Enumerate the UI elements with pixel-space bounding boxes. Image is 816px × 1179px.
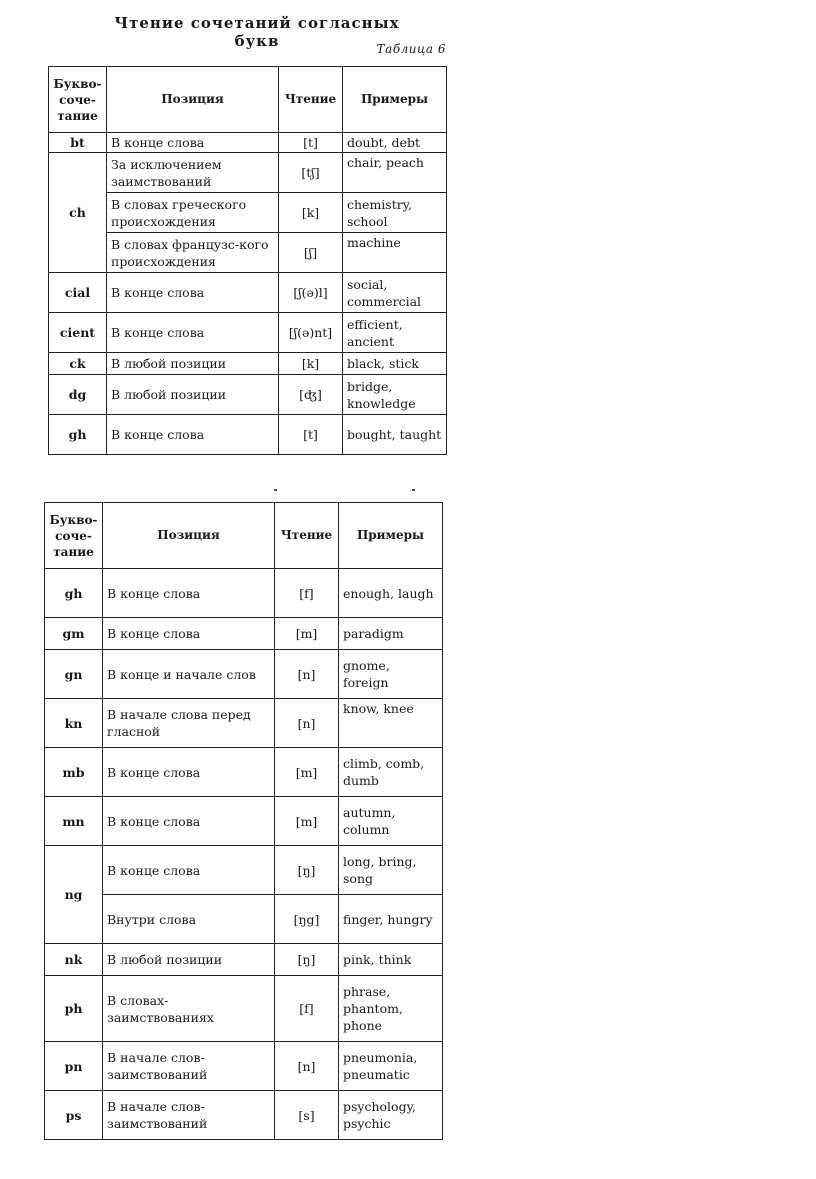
cell-examples: pink, think [339, 944, 443, 976]
cell-position: В конце слова [103, 846, 275, 895]
cell-reading: [ʃ] [279, 233, 343, 273]
cell-combo: gh [45, 569, 103, 618]
cell-examples: climb, comb, dumb [339, 748, 443, 797]
table-row [49, 273, 447, 313]
table-row [45, 569, 443, 618]
cell-position: В начале слов-заимствований [103, 1091, 275, 1140]
cell-position: В конце слова [107, 415, 279, 455]
cell-position: В конце слова [107, 133, 279, 153]
header-examples: Примеры [339, 503, 443, 569]
table-header-row [49, 67, 447, 133]
consonant-combinations-table-2 [44, 502, 443, 1140]
cell-reading: [n] [275, 650, 339, 699]
cell-examples: machine [343, 233, 447, 273]
table-row [45, 846, 443, 895]
scan-speck [274, 489, 277, 491]
cell-combo: mb [45, 748, 103, 797]
cell-reading: [t] [279, 133, 343, 153]
table-row [49, 313, 447, 353]
cell-examples: know, knee [339, 699, 443, 748]
table-row [49, 353, 447, 375]
cell-position: За исключением заимствований [107, 153, 279, 193]
cell-examples: psychology, psychic [339, 1091, 443, 1140]
cell-reading: [n] [275, 1042, 339, 1091]
table-row [45, 650, 443, 699]
cell-reading: [t] [279, 415, 343, 455]
cell-position: Внутри слова [103, 895, 275, 944]
cell-examples: social, commercial [343, 273, 447, 313]
cell-reading: [f] [275, 569, 339, 618]
consonant-combinations-table-1 [48, 66, 447, 455]
cell-reading: [k] [279, 193, 343, 233]
cell-position: В конце слова [107, 273, 279, 313]
cell-combo: kn [45, 699, 103, 748]
cell-examples: bridge, knowledge [343, 375, 447, 415]
cell-examples: enough, laugh [339, 569, 443, 618]
table-row [45, 895, 443, 944]
cell-combo: pn [45, 1042, 103, 1091]
cell-combo: ch [49, 153, 107, 273]
cell-position: В любой позиции [103, 944, 275, 976]
cell-combo: gh [49, 415, 107, 455]
cell-position: В конце слова [103, 748, 275, 797]
table-row [45, 944, 443, 976]
cell-reading: [f] [275, 976, 339, 1042]
cell-combo: ph [45, 976, 103, 1042]
cell-reading: [ŋg] [275, 895, 339, 944]
cell-examples: doubt, debt [343, 133, 447, 153]
cell-examples: bought, taught [343, 415, 447, 455]
cell-examples: phrase, phantom, phone [339, 976, 443, 1042]
table-row [45, 618, 443, 650]
table-row [45, 797, 443, 846]
cell-reading: [s] [275, 1091, 339, 1140]
cell-position: В словах-заимствованиях [103, 976, 275, 1042]
cell-position: В словах греческого происхождения [107, 193, 279, 233]
table-row [45, 1042, 443, 1091]
cell-reading: [m] [275, 797, 339, 846]
table-row [49, 133, 447, 153]
cell-reading: [ʃ(ə)l] [279, 273, 343, 313]
cell-reading: [ŋ] [275, 846, 339, 895]
cell-combo: nk [45, 944, 103, 976]
cell-examples: pneumonia, pneumatic [339, 1042, 443, 1091]
cell-reading: [ʤ] [279, 375, 343, 415]
cell-position: В начале слов-заимствований [103, 1042, 275, 1091]
cell-position: В конце слова [103, 797, 275, 846]
cell-examples: paradigm [339, 618, 443, 650]
header-reading: Чтение [275, 503, 339, 569]
cell-position: В словах французс-кого происхождения [107, 233, 279, 273]
cell-combo: ng [45, 846, 103, 944]
cell-examples: finger, hungry [339, 895, 443, 944]
cell-reading: [tʃ] [279, 153, 343, 193]
table-header-row [45, 503, 443, 569]
cell-reading: [ŋ] [275, 944, 339, 976]
cell-examples: chair, peach [343, 153, 447, 193]
table-row [49, 193, 447, 233]
cell-examples: gnome, foreign [339, 650, 443, 699]
cell-position: В любой позиции [107, 375, 279, 415]
cell-combo: ps [45, 1091, 103, 1140]
table-row [45, 976, 443, 1042]
cell-combo: mn [45, 797, 103, 846]
header-position: Позиция [107, 67, 279, 133]
cell-examples: efficient, ancient [343, 313, 447, 353]
table-row [49, 375, 447, 415]
cell-position: В конце и начале слов [103, 650, 275, 699]
table-row [49, 153, 447, 193]
cell-position: В начале слова перед гласной [103, 699, 275, 748]
cell-reading: [n] [275, 699, 339, 748]
header-reading: Чтение [279, 67, 343, 133]
cell-combo: gn [45, 650, 103, 699]
cell-combo: dg [49, 375, 107, 415]
cell-combo: gm [45, 618, 103, 650]
table-row [49, 233, 447, 273]
table-row [49, 415, 447, 455]
scan-speck [412, 489, 415, 491]
cell-reading: [k] [279, 353, 343, 375]
cell-position: В конце слова [107, 313, 279, 353]
table-caption: Таблица 6 [376, 42, 446, 56]
cell-combo: cial [49, 273, 107, 313]
table-row [45, 748, 443, 797]
cell-examples: chemistry, school [343, 193, 447, 233]
header-examples: Примеры [343, 67, 447, 133]
header-combo: Букво- соче- тание [49, 67, 107, 133]
cell-reading: [ʃ(ə)nt] [279, 313, 343, 353]
table-row [45, 1091, 443, 1140]
cell-position: В любой позиции [107, 353, 279, 375]
table-row [45, 699, 443, 748]
cell-combo: ck [49, 353, 107, 375]
cell-reading: [m] [275, 618, 339, 650]
cell-examples: black, stick [343, 353, 447, 375]
page-title: Чтение сочетаний согласных букв [114, 14, 400, 50]
cell-position: В конце слова [103, 569, 275, 618]
cell-combo: cient [49, 313, 107, 353]
cell-examples: long, bring, song [339, 846, 443, 895]
header-position: Позиция [103, 503, 275, 569]
cell-reading: [m] [275, 748, 339, 797]
cell-position: В конце слова [103, 618, 275, 650]
cell-combo: bt [49, 133, 107, 153]
header-combo: Букво- соче- тание [45, 503, 103, 569]
cell-examples: autumn, column [339, 797, 443, 846]
